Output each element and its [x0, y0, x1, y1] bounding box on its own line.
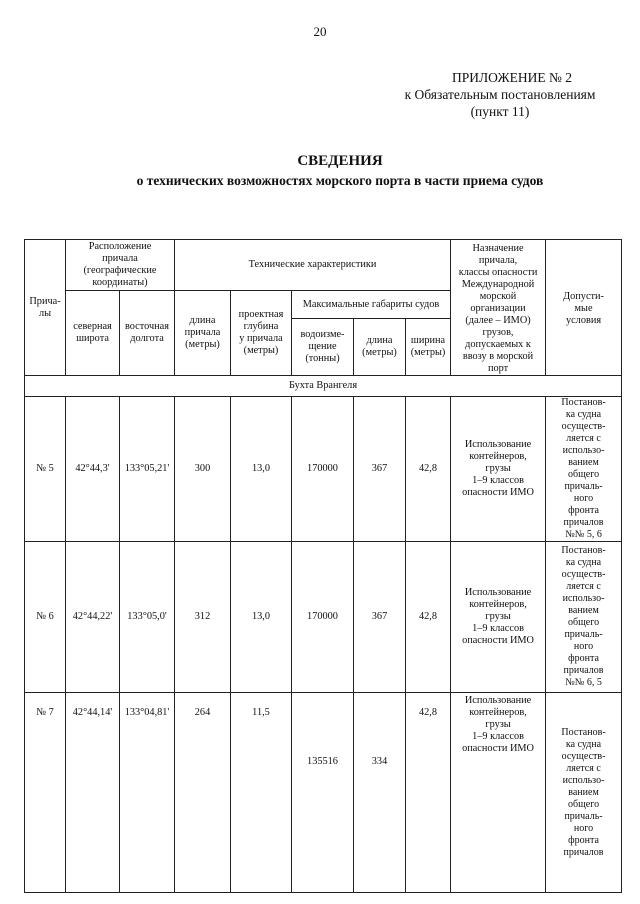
header-location: Расположение причала (географические координаты) [66, 240, 175, 291]
cell-longitude: 133°05,21' [120, 397, 175, 542]
header-max-dimensions: Максимальные габариты судов [292, 291, 451, 319]
cell-berth: № 6 [25, 542, 66, 693]
cell-vessel-length: 334 [354, 693, 406, 893]
cell-berth: № 5 [25, 397, 66, 542]
appendix-number: ПРИЛОЖЕНИЕ № 2 [451, 70, 573, 85]
cell-depth: 11,5 [231, 693, 292, 893]
section-wrangel-bay: Бухта Врангеля [25, 376, 622, 397]
header-longitude: восточная долгота [120, 291, 175, 376]
title-main: СВЕДЕНИЯ [297, 153, 383, 169]
appendix-reference: к Обязательным постановлениям [404, 87, 596, 102]
table-row [25, 397, 622, 542]
cell-vessel-length: 367 [354, 542, 406, 693]
cell-purpose: Использование контейнеров, грузы 1–9 классов опасности ИМО [451, 693, 546, 893]
cell-conditions: Постанов- ка судна осуществ- ляется с использо- ванием общего причаль- ного фронта причалов №№ 5, 6 [546, 397, 622, 542]
cell-displacement: 170000 [292, 397, 354, 542]
appendix-clause: (пункт 11) [470, 104, 530, 119]
cell-vessel-width: 42,8 [406, 397, 451, 542]
cell-purpose: Использование контейнеров, грузы 1–9 классов опасности ИМО [451, 397, 546, 542]
table-row [25, 542, 622, 693]
header-conditions: Допусти- мые условия [546, 240, 622, 376]
cell-latitude: 42°44,22' [66, 542, 120, 693]
cell-berth-length: 264 [175, 693, 231, 893]
cell-conditions: Постанов- ка судна осуществ- ляется с использо- ванием общего причаль- ного фронта причалов №№ 6, 5 [546, 542, 622, 693]
cell-displacement: 170000 [292, 542, 354, 693]
header-technical: Технические характеристики [175, 240, 451, 291]
header-depth: проектная глубина у причала (метры) [231, 291, 292, 376]
cell-latitude: 42°44,3' [66, 397, 120, 542]
header-berths: Прича- лы [25, 240, 66, 376]
header-berth-length: длина причала (метры) [175, 291, 231, 376]
cell-berth-length: 300 [175, 397, 231, 542]
title-subtitle: о технических возможностях морского порта в части приема судов [136, 173, 544, 188]
cell-longitude: 133°04,81' [120, 693, 175, 893]
cell-depth: 13,0 [231, 542, 292, 693]
cell-berth-length: 312 [175, 542, 231, 693]
cell-vessel-width: 42,8 [406, 693, 451, 893]
cell-displacement: 135516 [292, 693, 354, 893]
header-purpose: Назначение причала, классы опасности Международной морской организации (далее – ИМО) грузов, допускаемых к ввозу в морской порт [451, 240, 546, 376]
document-title [0, 152, 640, 190]
berths-table [24, 239, 622, 893]
cell-longitude: 133°05,0' [120, 542, 175, 693]
table-row [25, 693, 622, 893]
header-vessel-width: ширина (метры) [406, 319, 451, 376]
cell-vessel-length: 367 [354, 397, 406, 542]
header-latitude: северная широта [66, 291, 120, 376]
appendix-header [380, 69, 620, 120]
page-number: 20 [313, 24, 327, 39]
cell-purpose: Использование контейнеров, грузы 1–9 классов опасности ИМО [451, 542, 546, 693]
cell-berth: № 7 [25, 693, 66, 893]
header-displacement: водоизме- щение (тонны) [292, 319, 354, 376]
cell-vessel-width: 42,8 [406, 542, 451, 693]
cell-conditions: Постанов- ка судна осуществ- ляется с использо- ванием общего причаль- ного фронта причалов [546, 693, 622, 893]
cell-depth: 13,0 [231, 397, 292, 542]
cell-latitude: 42°44,14' [66, 693, 120, 893]
header-vessel-length: длина (метры) [354, 319, 406, 376]
